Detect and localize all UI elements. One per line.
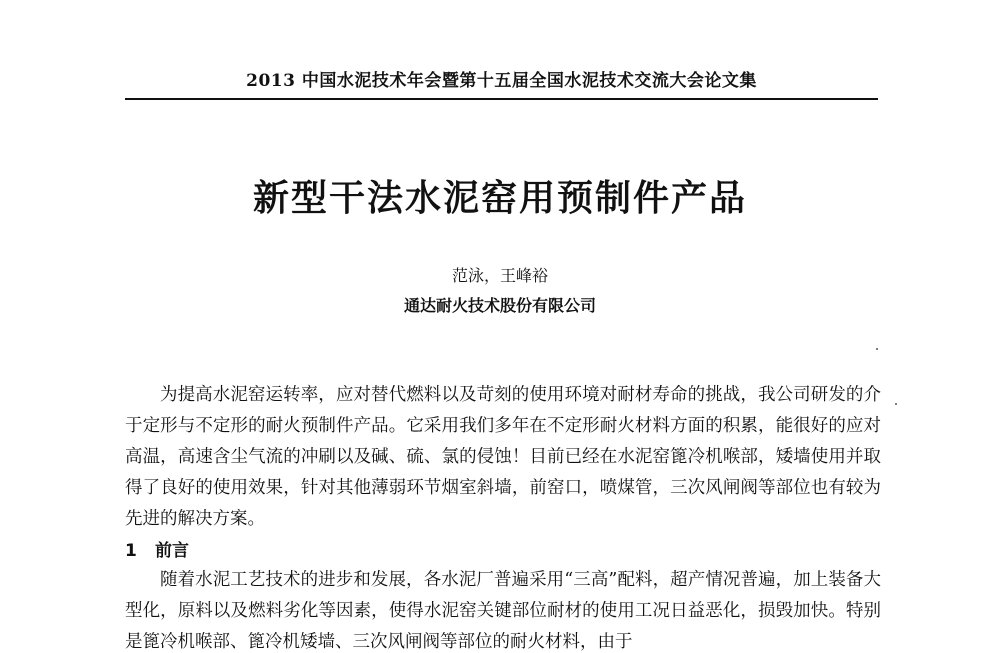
scan-speck [876,348,878,350]
section-title: 前言 [155,541,189,561]
abstract [125,380,881,535]
page-title: 新型干法水泥窑用预制件产品 [252,178,747,219]
affiliation: 通达耐火技术股份有限公司 [403,296,596,315]
header-rule [125,98,878,100]
authors: 范泳，王峰裕 [451,266,548,285]
intro-section [125,565,881,653]
abstract-paragraph: 为提高水泥窑运转率，应对替代燃料以及苛刻的使用环境对耐材寿命的挑战，我公司研发的介于定形与不定形的耐火预制件产品。它采用我们多年在不定形耐火材料方面的积累，能很好的应对高温，高速含尘气流的冲刷以及碱、硫、氯的侵蚀！目前已经在水泥窑篦冷机喉部，矮墙使用并取得了良好的使用效果，针对其他薄弱环节烟室斜墙，前窑口，喷煤管，三次风闸阀等部位也有较为先进的解决方案。 [125,385,881,529]
scan-speck [895,403,897,405]
section-number: 1 [125,541,137,561]
running-header: 2013 中国水泥技术年会暨第十五届全国水泥技术交流大会论文集 [246,71,757,91]
intro-paragraph: 随着水泥工艺技术的进步和发展，各水泥厂普遍采用“三高”配料，超产情况普遍，加上装备大型化，原料以及燃料劣化等因素，使得水泥窑关键部位耐材的使用工况日益恶化，损毁加快。特别是篦冷机喉部、篦冷机矮墙、三次风闸阀等部位的耐火材料，由于 [125,570,881,652]
section-heading [125,536,189,561]
